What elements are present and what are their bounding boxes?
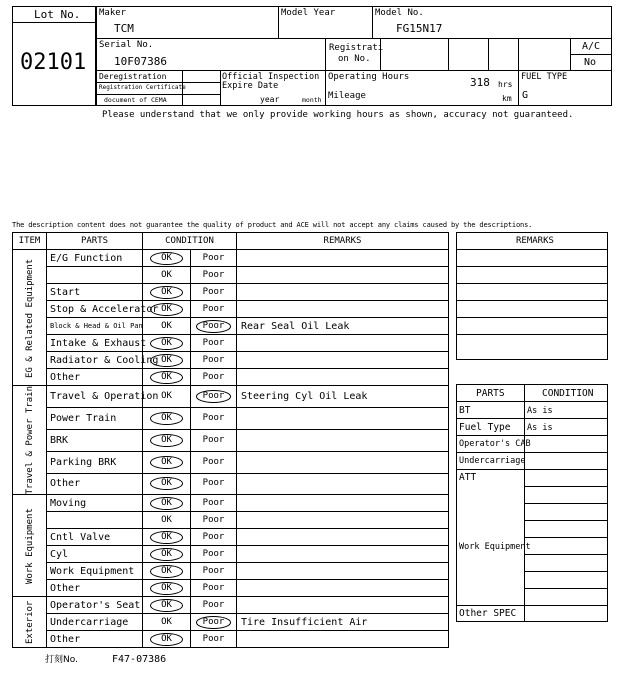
remark-cell: Tire Insufficient Air [237,614,449,631]
condition-row [13,301,449,318]
mileage-label: Mileage [328,91,366,101]
ok-cell [143,250,191,267]
part-name: Radiator & Cooling [47,352,143,369]
poor-cell [191,597,237,614]
condition-row [13,580,449,597]
poor-cell [191,284,237,301]
km-label: km [502,94,512,103]
part-name: Other [47,631,143,648]
remark-cell [237,529,449,546]
right-row-part: Undercarriage [459,456,526,466]
ok-cell [143,614,191,631]
poor-option: Poor [202,337,225,348]
condition-row [13,597,449,614]
poor-cell [191,473,237,495]
remark-cell [237,597,449,614]
ok-circled-mark: OK [150,286,183,299]
stamp-label: 打刻No. [45,655,78,665]
part-name: Moving [47,495,143,512]
operating-hours-label: Operating Hours [328,72,410,82]
part-name: Parking BRK [47,451,143,473]
condition-row [13,631,449,648]
model-no-value: FG15N17 [396,22,443,35]
item-header: ITEM [13,233,47,250]
part-name: E/G Function [47,250,143,267]
remark-cell [237,352,449,369]
right-row-part: BT [459,405,471,416]
remark-cell [237,473,449,495]
poor-cell [191,318,237,335]
condition-row [13,563,449,580]
ok-cell [143,546,191,563]
deregistration-label: Deregistration [99,72,167,81]
ok-cell [143,267,191,284]
ok-circled-mark: OK [150,456,183,469]
condition-row [13,546,449,563]
poor-circled-mark: Poor [196,390,232,403]
ok-cell [143,369,191,386]
poor-option: Poor [202,286,225,297]
part-name: Start [47,284,143,301]
poor-circled-mark: Poor [196,320,232,333]
poor-cell [191,386,237,408]
part-name: Undercarriage [47,614,143,631]
condition-row [13,614,449,631]
right-row-part: Operator's CAB [459,439,531,449]
condition-row [13,250,449,267]
poor-option: Poor [202,531,225,542]
part-name: Other [47,369,143,386]
right-row-part: ATT [459,472,477,483]
ok-cell [143,495,191,512]
parts-header: PARTS [47,233,143,250]
ok-cell [143,335,191,352]
remark-cell [237,451,449,473]
remark-cell: Rear Seal Oil Leak [237,318,449,335]
ok-cell [143,473,191,495]
condition-row [13,318,449,335]
registration-label-2: on No. [338,54,371,64]
poor-cell [191,529,237,546]
remark-cell [237,546,449,563]
part-name: Work Equipment [47,563,143,580]
poor-option: Poor [202,412,225,423]
part-name: Power Train [47,407,143,429]
poor-option: Poor [202,371,225,382]
ok-circled-mark: OK [150,497,183,510]
maker-label: Maker [99,8,127,18]
remark-cell [237,301,449,318]
ok-cell [143,631,191,648]
serial-value: 10F07386 [114,55,167,68]
poor-cell [191,407,237,429]
item-group-label: Travel & Power Train [13,386,47,495]
poor-cell [191,301,237,318]
ok-cell [143,512,191,529]
ok-cell [143,429,191,451]
ok-circled-mark: OK [150,531,183,544]
ok-circled-mark: OK [150,565,183,578]
poor-option: Poor [202,456,225,467]
year-label: year [260,95,280,104]
right-work-equipment-label: Work Equipment [459,542,531,552]
poor-option: Poor [202,478,225,489]
poor-cell [191,429,237,451]
right-parts-header: PARTS [476,388,505,399]
poor-cell [191,614,237,631]
poor-option: Poor [202,565,225,576]
poor-cell [191,352,237,369]
ok-option: OK [161,320,172,331]
fuel-type-label: FUEL TYPE [521,72,568,82]
remark-cell [237,429,449,451]
ok-cell [143,529,191,546]
poor-option: Poor [202,497,225,508]
right-row-condition: As is [527,423,553,433]
poor-cell [191,546,237,563]
ok-option: OK [161,616,172,627]
ok-cell [143,301,191,318]
poor-cell [191,267,237,284]
condition-row [13,429,449,451]
poor-option: Poor [202,514,225,525]
part-name: Travel & Operation [47,386,143,408]
poor-option: Poor [202,434,225,445]
poor-circled-mark: Poor [196,616,232,629]
remark-cell [237,407,449,429]
serial-label: Serial No. [99,40,154,50]
condition-row [13,284,449,301]
poor-option: Poor [202,252,225,263]
part-name: Cyl [47,546,143,563]
remark-cell [237,284,449,301]
condition-row [13,473,449,495]
ok-cell [143,451,191,473]
ok-circled-mark: OK [150,412,183,425]
part-name: Intake & Exhaust [47,335,143,352]
stamp-value: F47-07386 [112,654,167,665]
poor-cell [191,495,237,512]
poor-option: Poor [202,548,225,559]
remark-cell [237,580,449,597]
remark-cell [237,369,449,386]
ok-cell [143,563,191,580]
condition-row [13,267,449,284]
condition-row [13,352,449,369]
poor-cell [191,369,237,386]
lot-number: 02101 [20,50,87,75]
condition-row [13,451,449,473]
ok-circled-mark: OK [150,633,183,646]
poor-option: Poor [202,303,225,314]
right-condition-header: CONDITION [542,388,594,399]
remarks-header: REMARKS [237,233,449,250]
item-group-label: Work Equipment [13,495,47,597]
ok-circled-mark: OK [150,252,183,265]
ok-option: OK [161,390,172,401]
ok-cell [143,318,191,335]
right-row-condition: As is [527,406,553,416]
lot-label: Lot No. [34,8,81,21]
remark-cell [237,495,449,512]
model-year-label: Model Year [281,8,336,18]
condition-row [13,529,449,546]
remark-cell [237,631,449,648]
inspection-label-1: Official Inspection [222,72,320,82]
condition-row [13,512,449,529]
ok-circled-mark: OK [150,599,183,612]
ok-circled-mark: OK [150,434,183,447]
poor-cell [191,250,237,267]
ok-circled-mark: OK [150,354,183,367]
poor-option: Poor [202,582,225,593]
ok-cell [143,407,191,429]
disclaimer-text: The description content does not guarantee the quality of product and ACE will not accept any claims caused by the descriptions. [12,221,533,229]
cema-label: document of CEMA [104,96,167,104]
ok-circled-mark: OK [150,477,183,490]
poor-cell [191,580,237,597]
condition-row [13,335,449,352]
poor-cell [191,451,237,473]
ok-circled-mark: OK [150,337,183,350]
model-no-label: Model No. [375,8,424,18]
remark-cell [237,512,449,529]
condition-row [13,369,449,386]
ac-label: A/C [582,41,601,52]
ok-cell [143,352,191,369]
ok-circled-mark: OK [150,548,183,561]
hours-notice: Please understand that we only provide working hours as shown, accuracy not guaranteed. [102,110,574,120]
part-name [47,512,143,529]
part-name: Stop & Accelerator [47,301,143,318]
poor-option: Poor [202,269,225,280]
remark-cell [237,563,449,580]
condition-header: CONDITION [143,233,237,250]
item-group-label: EG & Related Equipment [13,250,47,386]
right-remarks-header: REMARKS [516,236,554,246]
ok-cell [143,580,191,597]
condition-row [13,495,449,512]
remark-cell: Steering Cyl Oil Leak [237,386,449,408]
remark-cell [237,335,449,352]
hrs-label: hrs [498,80,513,89]
maker-value: TCM [114,22,134,35]
operating-hours-value: 318 [470,76,490,89]
reg-cert-label: Registration Certificate [99,84,186,91]
fuel-type-value: G [522,90,529,101]
part-name: BRK [47,429,143,451]
ok-option: OK [161,269,172,280]
part-name: Other [47,473,143,495]
ok-circled-mark: OK [150,371,183,384]
ok-option: OK [161,514,172,525]
ok-cell [143,386,191,408]
item-group-label: Exterior [13,597,47,648]
inspection-label-2: Expire Date [222,81,279,91]
remark-cell [237,267,449,284]
poor-option: Poor [202,599,225,610]
poor-cell [191,563,237,580]
right-other-spec-label: Other SPEC [459,608,517,619]
poor-option: Poor [202,633,225,644]
condition-table [12,232,449,648]
part-name: Operator's Seat [47,597,143,614]
remark-cell [237,250,449,267]
registration-label-1: Registrati [329,43,384,53]
condition-row [13,407,449,429]
poor-cell [191,631,237,648]
part-name: Block & Head & Oil Pan [47,318,143,335]
ok-circled-mark: OK [150,303,183,316]
poor-option: Poor [202,354,225,365]
ok-cell [143,284,191,301]
condition-row [13,386,449,408]
part-name: Cntl Valve [47,529,143,546]
part-name: Other [47,580,143,597]
right-row-part: Fuel Type [459,422,511,433]
poor-cell [191,335,237,352]
ok-circled-mark: OK [150,582,183,595]
ok-cell [143,597,191,614]
month-label: month [302,96,322,104]
part-name [47,267,143,284]
ac-value: No [584,57,597,68]
poor-cell [191,512,237,529]
